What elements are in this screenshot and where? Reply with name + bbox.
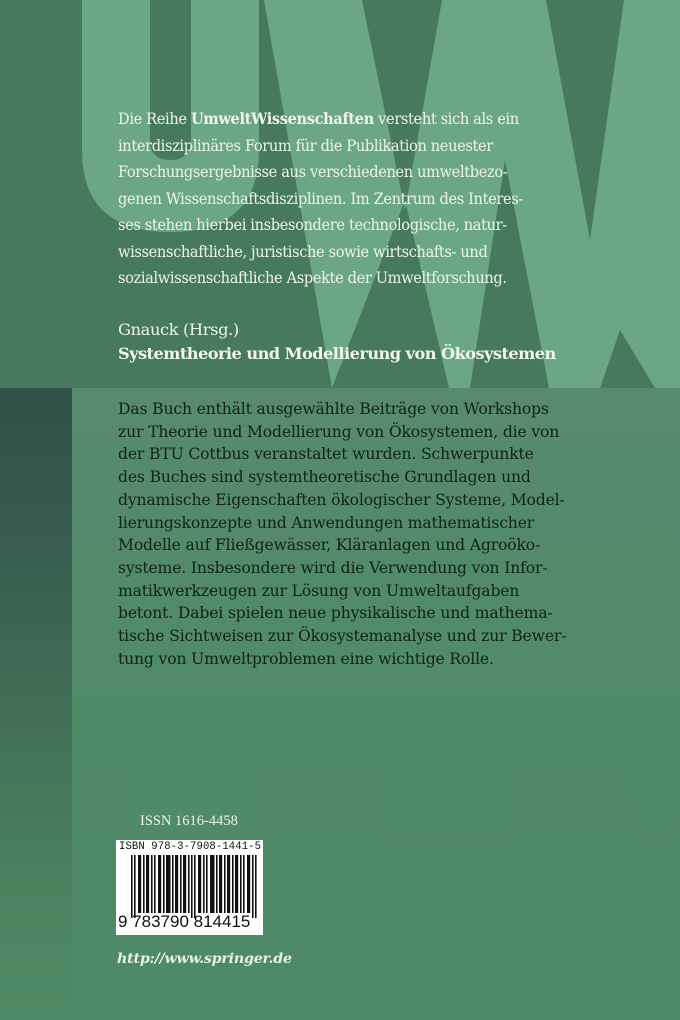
series-header-panel bbox=[0, 0, 680, 388]
description-line: lierungskonzepte und Anwendungen mathematischer bbox=[118, 513, 535, 532]
publisher-url[interactable]: http://www.springer.de bbox=[117, 951, 292, 967]
description-line: tung von Umweltproblemen eine wichtige Rolle. bbox=[118, 649, 494, 668]
description-line: der BTU Cottbus veranstaltet wurden. Schwerpunkte bbox=[118, 445, 534, 464]
series-line: ses stehen hierbei insbesondere technologische, natur- bbox=[118, 215, 507, 234]
ean-digits: 9 783790 814415 bbox=[118, 912, 251, 931]
series-description bbox=[118, 106, 638, 292]
series-line: sozialwissenschaftliche Aspekte der Umweltforschung. bbox=[118, 268, 507, 287]
series-line: interdisziplinäres Forum für die Publikation neuester bbox=[118, 135, 493, 155]
description-line: zur Theorie und Modellierung von Ökosystemen, die von bbox=[118, 422, 560, 441]
series-name: UmweltWissenschaften bbox=[190, 109, 374, 128]
series-line-1: Die Reihe UmweltWissenschaften versteht sich als ein bbox=[118, 109, 519, 128]
series-line: genen Wissenschaftsdisziplinen. Im Zentrum des Interes- bbox=[118, 188, 523, 208]
description-line: Modelle auf Fließgewässer, Kläranlagen und Agroöko- bbox=[118, 536, 541, 555]
issn-number: ISSN 1616-4458 bbox=[140, 813, 238, 829]
series-line: wissenschaftliche, juristische sowie wirtschafts- und bbox=[118, 241, 488, 261]
description-line: dynamische Eigenschaften ökologischer Systeme, Model- bbox=[118, 490, 565, 509]
book-title: Systemtheorie und Modellierung von Ökosystemen bbox=[118, 344, 556, 363]
description-line: matikwerkzeugen zur Lösung von Umweltaufgaben bbox=[118, 581, 520, 600]
book-description bbox=[118, 398, 658, 670]
isbn-barcode bbox=[116, 840, 263, 935]
description-line: betont. Dabei spielen neue physikalische und mathema- bbox=[118, 604, 553, 623]
series-line: Forschungsergebnisse aus verschiedenen umweltbezo- bbox=[118, 162, 508, 181]
description-line: des Buches sind systemtheoretische Grundlagen und bbox=[118, 468, 531, 487]
isbn-label: ISBN 978-3-7908-1441-5 bbox=[119, 841, 262, 853]
description-line: systeme. Insbesondere wird die Verwendung von Infor- bbox=[118, 558, 548, 577]
description-line: Das Buch enthält ausgewählte Beiträge von Workshops bbox=[118, 400, 549, 418]
description-line: tische Sichtweisen zur Ökosystemanalyse und zur Bewer- bbox=[118, 627, 567, 646]
spine-shadow-block bbox=[0, 388, 72, 1020]
book-editor: Gnauck (Hrsg.) bbox=[118, 320, 239, 339]
